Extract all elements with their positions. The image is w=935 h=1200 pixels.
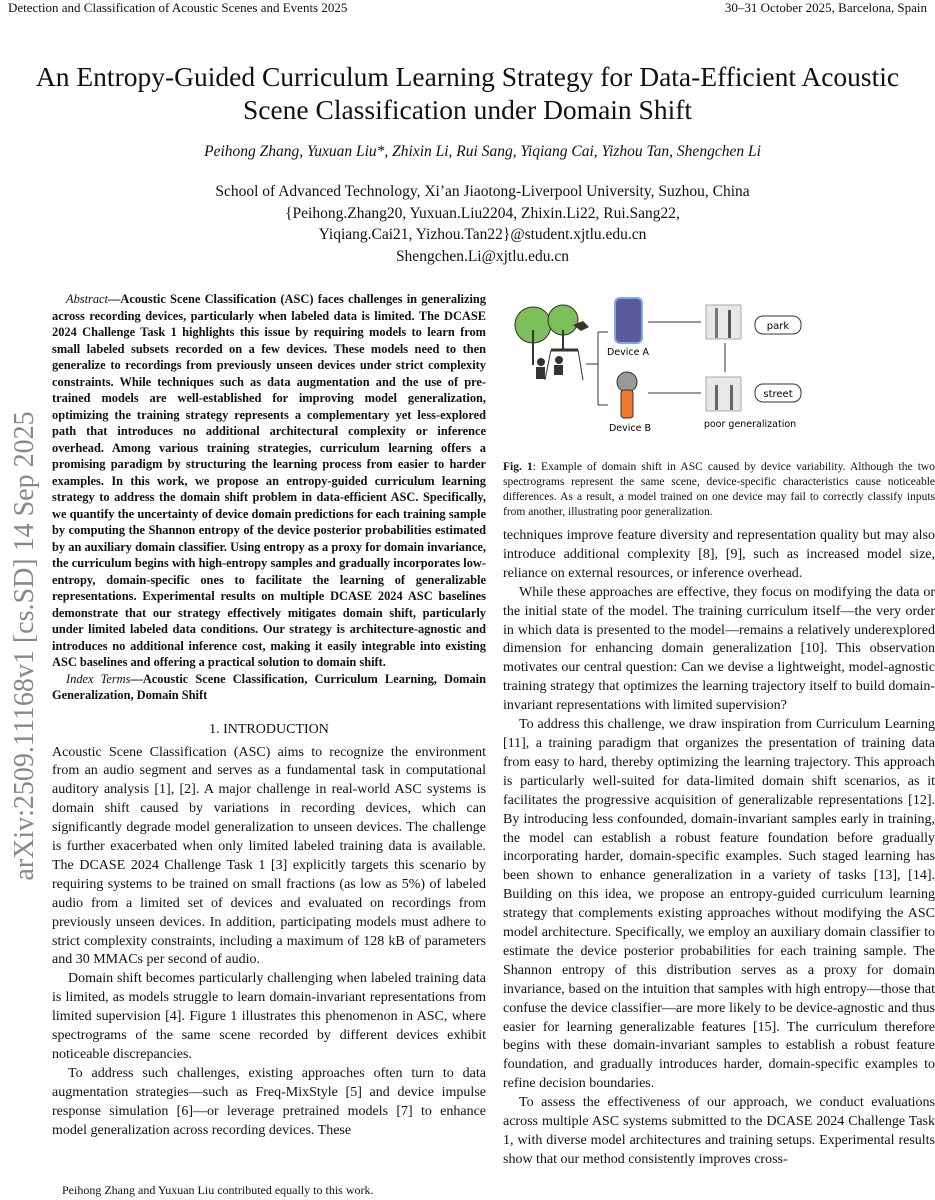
paper-title: An Entropy-Guided Curriculum Learning Strategy for Data-Efficient Acoustic Scene Classification under Domain Shift	[35, 61, 900, 125]
arxiv-stamp: arXiv:2509.11168v1 [cs.SD] 14 Sep 2025	[9, 411, 40, 881]
paragraph: While these approaches are effective, they focus on modifying the data or the initial state of the model. The training curriculum itself—the very order in which data is presented to the model—remains a relatively underexplored dimension for enhancing domain generalization [10]. This observation motivates our central question: Can we devise a lightweight, model-agnostic training strategy that optimizes the learning trajectory itself to build domain-invariant representations with limited supervision?	[503, 584, 935, 714]
affiliation	[0, 181, 935, 267]
paragraph: Acoustic Scene Classification (ASC) aims to recognize the environment from an audio segment and serves as a fundamental task in computational auditory analysis [1], [2]. A major challenge in real-world ASC systems is domain shift caused by variations in recording devices, which can significantly degrade model generalization to unseen devices. The challenge is further exacerbated when only limited labeled training data is available. The DCASE 2024 Challenge Task 1 [3] explicitly targets this scenario by requiring systems to be trained on small fractions (as low as 5%) of labeled audio from a limited set of devices and evaluated on recordings from previously unseen devices. In addition, participating models must adhere to strict complexity constraints, including a maximum of 128 kB of parameters and 30 MMACs per second of audio.	[52, 744, 486, 968]
park-label: park	[766, 321, 790, 332]
figure-domain-shift	[503, 290, 935, 440]
paragraph: techniques improve feature diversity and representation quality but may also introduce additional complexity [8], [9], such as increased model size, reliance on external resources, or inference overhead.	[503, 528, 935, 581]
index-terms	[52, 671, 486, 704]
poor-generalization-label: poor generalization	[703, 419, 797, 430]
park-scene-icon	[515, 305, 589, 380]
index-terms-text: —Acoustic Scene Classification, Curriculum Learning, Domain Generalization, Domain Shift	[52, 671, 486, 702]
paragraph: Domain shift becomes particularly challenging when labeled training data is limited, as models struggle to learn domain-invariant representations from limited supervision [4]. Figure 1 illustrates this phenomenon in ASC, where spectrograms of the same scene recorded by different devices exhibit noticeable discrepancies.	[52, 971, 486, 1062]
device-a-label: Device A	[606, 347, 650, 358]
affiliation-line: Yiqiang.Cai21, Yizhou.Tan22}@student.xjtlu.edu.cn	[318, 226, 647, 243]
affiliation-line: {Peihong.Zhang20, Yuxuan.Liu2204, Zhixin.Li22, Rui.Sang22,	[285, 204, 680, 222]
right-column	[503, 290, 935, 1170]
figure-caption	[503, 460, 935, 520]
affiliation-line: Shengchen.Li@xjtlu.edu.cn	[395, 247, 570, 265]
spectrogram-b	[706, 377, 741, 411]
abstract	[52, 291, 486, 671]
paragraph: To address such challenges, existing approaches often turn to data augmentation strategies—such as Freq-MixStyle [5] and device impulse response simulation [6]—or leverage pretrained models [7] to enhance model generalization across recording devices. These	[52, 1065, 486, 1138]
running-header-left: Detection and Classification of Acoustic Scenes and Events 2025	[8, 0, 348, 15]
authors: Peihong Zhang, Yuxuan Liu*, Zhixin Li, Rui Sang, Yiqiang Cai, Yizhou Tan, Shengchen Li	[204, 143, 761, 160]
spectrogram-a	[706, 305, 741, 339]
index-terms-label: Index Terms	[66, 671, 131, 686]
street-label: street	[763, 389, 793, 400]
device-b-label: Device B	[608, 423, 652, 434]
paragraph: To assess the effectiveness of our approach, we conduct evaluations across multiple ASC systems submitted to the DCASE 2024 Challenge Task 1, with diverse model architectures and training setups. Experimental results show that our method consistently improves cross-	[503, 1095, 935, 1167]
left-column	[52, 291, 486, 1141]
abstract-text: —Acoustic Scene Classification (ASC) faces challenges in generalizing across recording devices, particularly when labeled data is limited. The DCASE 2024 Challenge Task 1 highlights this issue by requiring models to learn from small labeled subsets recorded on a few devices. These models need to then generalize to recordings from previously unseen devices under strict complexity constraints. While techniques such as data augmentation and the use of pre-trained models are well-established for improving model generalization, optimizing the training strategy represents a complementary yet less-explored path that introduces no additional architectural complexity or inference overhead. Among various training strategies, curriculum learning offers a promising paradigm by structuring the learning process from easier to harder examples. In this work, we propose an entropy-guided curriculum learning strategy to address the domain shift problem in data-efficient ASC. Specifically, we quantify the uncertainty of device domain predictions for each training sample by computing the Shannon entropy of the device posterior probabilities estimated by an auxiliary domain classifier. Using entropy as a proxy for domain invariance, the curriculum begins with high-entropy samples and gradually incorporates low-entropy, domain-specific ones to facilitate the learning of generalizable representations. Experimental results on multiple DCASE 2024 ASC baselines demonstrate that our strategy effectively mitigates domain shift, particularly under limited labeled data conditions. Our strategy is architecture-agnostic and introduces no additional inference cost, making it easily integrable into existing ASC baselines and offering a practical solution to domain shift.	[52, 292, 486, 669]
paragraph: To address this challenge, we draw inspiration from Curriculum Learning [11], a training paradigm that organizes the presentation of training data from easy to hard, thereby optimizing the learning trajectory. This approach is particularly well-suited for data-limited domain shift scenarios, as it facilitates the progressive acquisition of generalizable representations [12]. By introducing less confounded, domain-invariant samples early in training, the model can establish a robust feature foundation before gradually incorporating harder, domain-specific examples. Such staged learning has been shown to enhance generalization in a variety of tasks [13], [14]. Building on this idea, we propose an entropy-guided curriculum learning strategy that complements existing approaches without modifying the ASC model architecture. Specifically, we employ an auxiliary domain classifier to estimate the device posterior probabilities for each training sample. The Shannon entropy of this distribution serves as a proxy for domain invariance, based on the intuition that samples with high entropy—those that confuse the device classifier—are more likely to be device-agnostic and thus easier for learning generalizable features [15]. The curriculum therefore begins with these domain-invariant samples to establish a robust feature foundation, and gradually introduces harder, domain-specific examples to refine decision boundaries.	[503, 717, 935, 1092]
caption-text: : Example of domain shift in ASC caused by device variability. Although the two spectrograms represent the same scene, device-specific characteristics cause noticeable differences. As a result, a model trained on one device may fail to correctly classify inputs from another, illustrating poor generalization.	[503, 461, 935, 518]
abstract-label: Abstract	[66, 292, 108, 306]
phone-icon	[615, 298, 642, 343]
running-header-right: 30–31 October 2025, Barcelona, Spain	[724, 0, 927, 15]
caption-label: Fig. 1	[503, 461, 533, 473]
section-heading: 1. INTRODUCTION	[209, 721, 329, 737]
footnote: Peihong Zhang and Yuxuan Liu contributed equally to this work.	[62, 1183, 374, 1197]
microphone-icon	[617, 372, 637, 418]
affiliation-line: School of Advanced Technology, Xi’an Jiaotong-Liverpool University, Suzhou, China	[215, 183, 750, 200]
